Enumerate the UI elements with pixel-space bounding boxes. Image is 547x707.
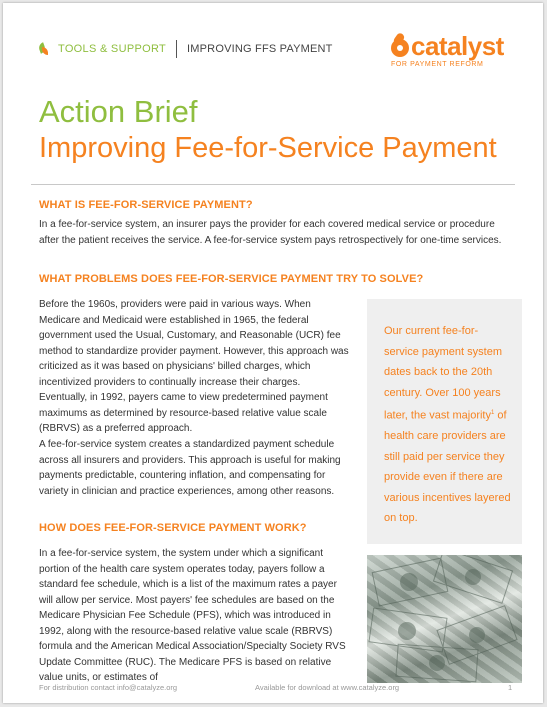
footnote-marker: 1 xyxy=(491,410,495,416)
pull-quote-box xyxy=(367,299,522,544)
section-heading-problems: WHAT PROBLEMS DOES FEE-FOR-SERVICE PAYMENT TRY TO SOLVE? xyxy=(39,273,424,285)
breadcrumb-topic: IMPROVING FFS PAYMENT xyxy=(187,43,333,55)
document-page xyxy=(3,3,543,703)
footer-download: Available for download at www.catalyze.org xyxy=(255,683,400,692)
section-body-problems-1: Before the 1960s, providers were paid in various ways. When Medicare and Medicaid were established in 1965, the federal government used the Usual, Customary, and Reasonable (UCR) fee method to standardize provider payment. However, this approach was criticized as it was based on physicians' billed charges, which incentivized providers to continually increase their charges. Eventually, in 1992, payers came to view predetermined payment maximums as determined by resource-based relative value scale (RBRVS) as a preferred approach. xyxy=(39,299,349,434)
leaf-icon xyxy=(39,43,48,55)
money-photo xyxy=(367,555,522,683)
breadcrumb xyxy=(39,41,333,57)
logo-tagline: FOR PAYMENT REFORM xyxy=(391,61,484,68)
section-heading-how: HOW DOES FEE-FOR-SERVICE PAYMENT WORK? xyxy=(39,522,307,534)
breadcrumb-section: TOOLS & SUPPORT xyxy=(58,43,167,55)
divider xyxy=(31,184,515,185)
section-body-what: In a fee-for-service system, an insurer pays the provider for each covered medical service or procedure after the patient receives the service. A fee-for-service system pays retrospectively for one-time services. xyxy=(39,219,502,246)
page-subtitle: Improving Fee-for-Service Payment xyxy=(39,132,497,164)
section-body-problems-2: A fee-for-service system creates a standardized payment schedule across all insurers and providers. This approach is useful for making payments predictable, countering inflation, and compensating for variety in clinician and practice experiences, among other reasons. xyxy=(39,439,341,497)
catalyst-logo xyxy=(389,33,507,68)
flame-icon xyxy=(389,33,409,59)
footer-contact: For distribution contact info@catalyze.org xyxy=(39,683,178,692)
page-number: 1 xyxy=(508,683,513,692)
section-heading-what: WHAT IS FEE-FOR-SERVICE PAYMENT? xyxy=(39,199,253,211)
logo-wordmark: catalyst xyxy=(411,31,504,61)
breadcrumb-divider xyxy=(176,40,177,58)
section-body-how: In a fee-for-service system, the system under which a significant portion of the health care system operates today, payers follow a standard fee schedule, which is a list of the maximum rates a payer will allow per service. Most payers' fee schedules are based on the Medicare Physician Fee Schedule (PFS), which was introduced in 1992, along with the resource-based relative value scale (RBRVS) formula and the American Medical Association/Specialty Society RVS Update Committee (RUC). The Medicare PFS is based on relative value units, or estimates of xyxy=(39,548,346,683)
page-title: Action Brief xyxy=(39,94,198,129)
pull-quote-text: Our current fee-for-service payment system dates back to the 20th century. Over 100 years later, the vast majority$^1$ of health care providers are still paid per service they provide even if there are various incentives layered on top. xyxy=(384,325,511,525)
